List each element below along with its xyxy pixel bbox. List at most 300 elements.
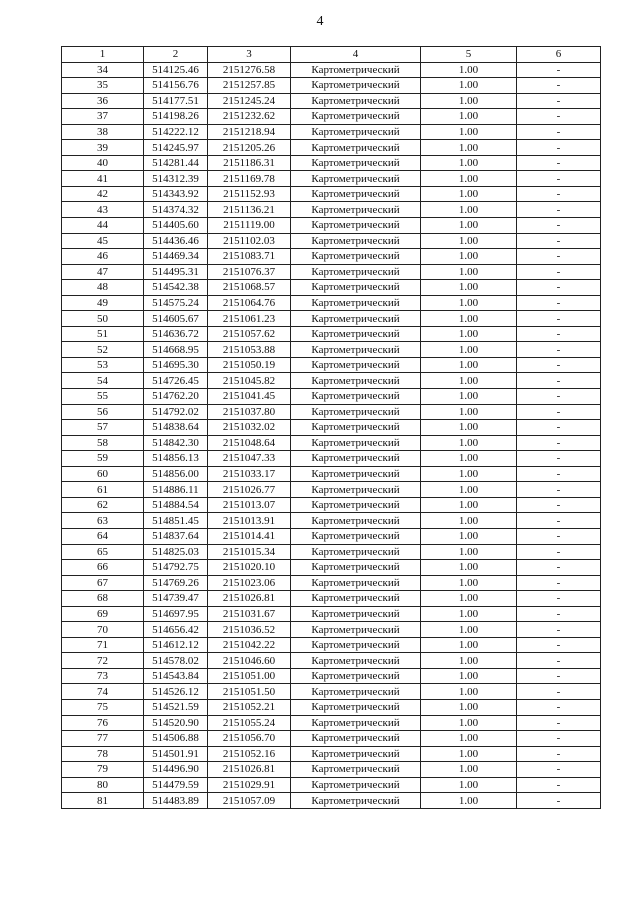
- table-row: [62, 155, 601, 171]
- accuracy-cell: 1.00: [421, 62, 517, 78]
- accuracy-cell: 1.00: [421, 155, 517, 171]
- method-cell: Картометрический: [291, 746, 421, 762]
- table-row: [62, 357, 601, 373]
- point-number-cell: 79: [62, 762, 144, 778]
- x-coordinate-cell: 514479.59: [144, 777, 208, 793]
- description-cell: -: [517, 373, 601, 389]
- method-cell: Картометрический: [291, 186, 421, 202]
- y-coordinate-cell: 2151036.52: [208, 622, 291, 638]
- point-number-cell: 81: [62, 793, 144, 809]
- method-cell: Картометрический: [291, 482, 421, 498]
- description-cell: -: [517, 715, 601, 731]
- accuracy-cell: 1.00: [421, 575, 517, 591]
- y-coordinate-cell: 2151119.00: [208, 218, 291, 234]
- description-cell: -: [517, 777, 601, 793]
- table-row: [62, 560, 601, 576]
- point-number-cell: 74: [62, 684, 144, 700]
- table-row: [62, 140, 601, 156]
- y-coordinate-cell: 2151152.93: [208, 186, 291, 202]
- accuracy-cell: 1.00: [421, 482, 517, 498]
- description-cell: -: [517, 762, 601, 778]
- accuracy-cell: 1.00: [421, 513, 517, 529]
- table-row: [62, 653, 601, 669]
- accuracy-cell: 1.00: [421, 311, 517, 327]
- y-coordinate-cell: 2151037.80: [208, 404, 291, 420]
- x-coordinate-cell: 514769.26: [144, 575, 208, 591]
- table-row: [62, 233, 601, 249]
- description-cell: -: [517, 466, 601, 482]
- x-coordinate-cell: 514343.92: [144, 186, 208, 202]
- point-number-cell: 72: [62, 653, 144, 669]
- column-header-6: 6: [517, 47, 601, 63]
- y-coordinate-cell: 2151047.33: [208, 451, 291, 467]
- accuracy-cell: 1.00: [421, 171, 517, 187]
- x-coordinate-cell: 514837.64: [144, 528, 208, 544]
- point-number-cell: 61: [62, 482, 144, 498]
- description-cell: -: [517, 78, 601, 94]
- y-coordinate-cell: 2151061.23: [208, 311, 291, 327]
- method-cell: Картометрический: [291, 357, 421, 373]
- x-coordinate-cell: 514496.90: [144, 762, 208, 778]
- x-coordinate-cell: 514125.46: [144, 62, 208, 78]
- point-number-cell: 63: [62, 513, 144, 529]
- accuracy-cell: 1.00: [421, 544, 517, 560]
- accuracy-cell: 1.00: [421, 653, 517, 669]
- table-row: [62, 420, 601, 436]
- method-cell: Картометрический: [291, 342, 421, 358]
- accuracy-cell: 1.00: [421, 451, 517, 467]
- x-coordinate-cell: 514543.84: [144, 668, 208, 684]
- x-coordinate-cell: 514697.95: [144, 606, 208, 622]
- y-coordinate-cell: 2151026.81: [208, 591, 291, 607]
- point-number-cell: 35: [62, 78, 144, 94]
- x-coordinate-cell: 514156.76: [144, 78, 208, 94]
- description-cell: -: [517, 249, 601, 265]
- y-coordinate-cell: 2151205.26: [208, 140, 291, 156]
- accuracy-cell: 1.00: [421, 280, 517, 296]
- description-cell: -: [517, 420, 601, 436]
- y-coordinate-cell: 2151013.07: [208, 497, 291, 513]
- y-coordinate-cell: 2151026.77: [208, 482, 291, 498]
- table-row: [62, 109, 601, 125]
- x-coordinate-cell: 514405.60: [144, 218, 208, 234]
- y-coordinate-cell: 2151186.31: [208, 155, 291, 171]
- description-cell: -: [517, 389, 601, 405]
- table-row: [62, 575, 601, 591]
- description-cell: -: [517, 124, 601, 140]
- y-coordinate-cell: 2151276.58: [208, 62, 291, 78]
- point-number-cell: 69: [62, 606, 144, 622]
- description-cell: -: [517, 497, 601, 513]
- method-cell: Картометрический: [291, 280, 421, 296]
- x-coordinate-cell: 514312.39: [144, 171, 208, 187]
- x-coordinate-cell: 514762.20: [144, 389, 208, 405]
- x-coordinate-cell: 514605.67: [144, 311, 208, 327]
- method-cell: Картометрический: [291, 109, 421, 125]
- table-row: [62, 606, 601, 622]
- table-row: [62, 202, 601, 218]
- table-row: [62, 264, 601, 280]
- x-coordinate-cell: 514856.00: [144, 466, 208, 482]
- method-cell: Картометрический: [291, 544, 421, 560]
- accuracy-cell: 1.00: [421, 109, 517, 125]
- method-cell: Картометрический: [291, 311, 421, 327]
- table-row: [62, 389, 601, 405]
- point-number-cell: 66: [62, 560, 144, 576]
- accuracy-cell: 1.00: [421, 404, 517, 420]
- y-coordinate-cell: 2151169.78: [208, 171, 291, 187]
- x-coordinate-cell: 514842.30: [144, 435, 208, 451]
- y-coordinate-cell: 2151102.03: [208, 233, 291, 249]
- column-header-1: 1: [62, 47, 144, 63]
- x-coordinate-cell: 514851.45: [144, 513, 208, 529]
- method-cell: Картометрический: [291, 93, 421, 109]
- y-coordinate-cell: 2151050.19: [208, 357, 291, 373]
- method-cell: Картометрический: [291, 124, 421, 140]
- description-cell: -: [517, 264, 601, 280]
- column-header-5: 5: [421, 47, 517, 63]
- x-coordinate-cell: 514886.11: [144, 482, 208, 498]
- y-coordinate-cell: 2151020.10: [208, 560, 291, 576]
- point-number-cell: 43: [62, 202, 144, 218]
- table-row: [62, 668, 601, 684]
- description-cell: -: [517, 202, 601, 218]
- point-number-cell: 51: [62, 326, 144, 342]
- method-cell: Картометрический: [291, 731, 421, 747]
- method-cell: Картометрический: [291, 762, 421, 778]
- accuracy-cell: 1.00: [421, 606, 517, 622]
- y-coordinate-cell: 2151257.85: [208, 78, 291, 94]
- description-cell: -: [517, 93, 601, 109]
- point-number-cell: 55: [62, 389, 144, 405]
- method-cell: Картометрический: [291, 218, 421, 234]
- point-number-cell: 80: [62, 777, 144, 793]
- y-coordinate-cell: 2151041.45: [208, 389, 291, 405]
- y-coordinate-cell: 2151057.62: [208, 326, 291, 342]
- description-cell: -: [517, 311, 601, 327]
- y-coordinate-cell: 2151026.81: [208, 762, 291, 778]
- table-row: [62, 715, 601, 731]
- table-row: [62, 793, 601, 809]
- table-row: [62, 124, 601, 140]
- y-coordinate-cell: 2151245.24: [208, 93, 291, 109]
- table-row: [62, 280, 601, 296]
- x-coordinate-cell: 514825.03: [144, 544, 208, 560]
- x-coordinate-cell: 514856.13: [144, 451, 208, 467]
- accuracy-cell: 1.00: [421, 699, 517, 715]
- table-row: [62, 435, 601, 451]
- description-cell: -: [517, 575, 601, 591]
- y-coordinate-cell: 2151032.02: [208, 420, 291, 436]
- y-coordinate-cell: 2151055.24: [208, 715, 291, 731]
- table-row: [62, 186, 601, 202]
- point-number-cell: 64: [62, 528, 144, 544]
- point-number-cell: 65: [62, 544, 144, 560]
- point-number-cell: 40: [62, 155, 144, 171]
- point-number-cell: 57: [62, 420, 144, 436]
- y-coordinate-cell: 2151013.91: [208, 513, 291, 529]
- description-cell: -: [517, 622, 601, 638]
- method-cell: Картометрический: [291, 78, 421, 94]
- description-cell: -: [517, 482, 601, 498]
- point-number-cell: 75: [62, 699, 144, 715]
- x-coordinate-cell: 514222.12: [144, 124, 208, 140]
- table-row: [62, 218, 601, 234]
- point-number-cell: 73: [62, 668, 144, 684]
- y-coordinate-cell: 2151068.57: [208, 280, 291, 296]
- method-cell: Картометрический: [291, 295, 421, 311]
- coordinates-table: [61, 46, 601, 809]
- table-row: [62, 684, 601, 700]
- accuracy-cell: 1.00: [421, 124, 517, 140]
- point-number-cell: 45: [62, 233, 144, 249]
- table-row: [62, 762, 601, 778]
- table-row: [62, 497, 601, 513]
- point-number-cell: 46: [62, 249, 144, 265]
- description-cell: -: [517, 528, 601, 544]
- x-coordinate-cell: 514884.54: [144, 497, 208, 513]
- description-cell: -: [517, 326, 601, 342]
- point-number-cell: 59: [62, 451, 144, 467]
- method-cell: Картометрический: [291, 560, 421, 576]
- method-cell: Картометрический: [291, 264, 421, 280]
- method-cell: Картометрический: [291, 233, 421, 249]
- accuracy-cell: 1.00: [421, 186, 517, 202]
- y-coordinate-cell: 2151042.22: [208, 637, 291, 653]
- x-coordinate-cell: 514177.51: [144, 93, 208, 109]
- description-cell: -: [517, 746, 601, 762]
- point-number-cell: 68: [62, 591, 144, 607]
- description-cell: -: [517, 544, 601, 560]
- y-coordinate-cell: 2151052.21: [208, 699, 291, 715]
- point-number-cell: 56: [62, 404, 144, 420]
- accuracy-cell: 1.00: [421, 731, 517, 747]
- point-number-cell: 47: [62, 264, 144, 280]
- y-coordinate-cell: 2151232.62: [208, 109, 291, 125]
- x-coordinate-cell: 514575.24: [144, 295, 208, 311]
- table-row: [62, 482, 601, 498]
- method-cell: Картометрический: [291, 326, 421, 342]
- description-cell: -: [517, 451, 601, 467]
- y-coordinate-cell: 2151033.17: [208, 466, 291, 482]
- method-cell: Картометрический: [291, 155, 421, 171]
- table-row: [62, 78, 601, 94]
- accuracy-cell: 1.00: [421, 637, 517, 653]
- accuracy-cell: 1.00: [421, 326, 517, 342]
- table-header-row: [62, 47, 601, 63]
- method-cell: Картометрический: [291, 466, 421, 482]
- y-coordinate-cell: 2151031.67: [208, 606, 291, 622]
- description-cell: -: [517, 62, 601, 78]
- point-number-cell: 41: [62, 171, 144, 187]
- table-row: [62, 404, 601, 420]
- y-coordinate-cell: 2151083.71: [208, 249, 291, 265]
- method-cell: Картометрический: [291, 699, 421, 715]
- description-cell: -: [517, 295, 601, 311]
- method-cell: Картометрический: [291, 528, 421, 544]
- method-cell: Картометрический: [291, 62, 421, 78]
- accuracy-cell: 1.00: [421, 218, 517, 234]
- accuracy-cell: 1.00: [421, 233, 517, 249]
- point-number-cell: 49: [62, 295, 144, 311]
- point-number-cell: 71: [62, 637, 144, 653]
- y-coordinate-cell: 2151023.06: [208, 575, 291, 591]
- point-number-cell: 44: [62, 218, 144, 234]
- method-cell: Картометрический: [291, 497, 421, 513]
- description-cell: -: [517, 357, 601, 373]
- table-row: [62, 93, 601, 109]
- y-coordinate-cell: 2151045.82: [208, 373, 291, 389]
- description-cell: -: [517, 140, 601, 156]
- description-cell: -: [517, 668, 601, 684]
- x-coordinate-cell: 514469.34: [144, 249, 208, 265]
- description-cell: -: [517, 591, 601, 607]
- method-cell: Картометрический: [291, 793, 421, 809]
- table-row: [62, 637, 601, 653]
- y-coordinate-cell: 2151056.70: [208, 731, 291, 747]
- x-coordinate-cell: 514695.30: [144, 357, 208, 373]
- y-coordinate-cell: 2151015.34: [208, 544, 291, 560]
- point-number-cell: 37: [62, 109, 144, 125]
- accuracy-cell: 1.00: [421, 746, 517, 762]
- point-number-cell: 52: [62, 342, 144, 358]
- method-cell: Картометрический: [291, 715, 421, 731]
- x-coordinate-cell: 514792.75: [144, 560, 208, 576]
- x-coordinate-cell: 514542.38: [144, 280, 208, 296]
- description-cell: -: [517, 684, 601, 700]
- method-cell: Картометрический: [291, 606, 421, 622]
- method-cell: Картометрический: [291, 668, 421, 684]
- y-coordinate-cell: 2151048.64: [208, 435, 291, 451]
- x-coordinate-cell: 514656.42: [144, 622, 208, 638]
- description-cell: -: [517, 404, 601, 420]
- method-cell: Картометрический: [291, 202, 421, 218]
- table-row: [62, 62, 601, 78]
- accuracy-cell: 1.00: [421, 591, 517, 607]
- point-number-cell: 54: [62, 373, 144, 389]
- x-coordinate-cell: 514739.47: [144, 591, 208, 607]
- x-coordinate-cell: 514374.32: [144, 202, 208, 218]
- y-coordinate-cell: 2151064.76: [208, 295, 291, 311]
- method-cell: Картометрический: [291, 777, 421, 793]
- y-coordinate-cell: 2151051.00: [208, 668, 291, 684]
- accuracy-cell: 1.00: [421, 793, 517, 809]
- method-cell: Картометрический: [291, 171, 421, 187]
- x-coordinate-cell: 514245.97: [144, 140, 208, 156]
- method-cell: Картометрический: [291, 389, 421, 405]
- table-row: [62, 373, 601, 389]
- y-coordinate-cell: 2151053.88: [208, 342, 291, 358]
- method-cell: Картометрический: [291, 435, 421, 451]
- description-cell: -: [517, 155, 601, 171]
- accuracy-cell: 1.00: [421, 762, 517, 778]
- accuracy-cell: 1.00: [421, 668, 517, 684]
- y-coordinate-cell: 2151076.37: [208, 264, 291, 280]
- y-coordinate-cell: 2151052.16: [208, 746, 291, 762]
- point-number-cell: 58: [62, 435, 144, 451]
- accuracy-cell: 1.00: [421, 528, 517, 544]
- method-cell: Картометрический: [291, 513, 421, 529]
- column-header-4: 4: [291, 47, 421, 63]
- column-header-3: 3: [208, 47, 291, 63]
- table-row: [62, 544, 601, 560]
- method-cell: Картометрический: [291, 404, 421, 420]
- accuracy-cell: 1.00: [421, 420, 517, 436]
- accuracy-cell: 1.00: [421, 357, 517, 373]
- method-cell: Картометрический: [291, 684, 421, 700]
- point-number-cell: 34: [62, 62, 144, 78]
- point-number-cell: 70: [62, 622, 144, 638]
- y-coordinate-cell: 2151029.91: [208, 777, 291, 793]
- x-coordinate-cell: 514198.26: [144, 109, 208, 125]
- description-cell: -: [517, 731, 601, 747]
- description-cell: -: [517, 186, 601, 202]
- table-row: [62, 777, 601, 793]
- x-coordinate-cell: 514668.95: [144, 342, 208, 358]
- accuracy-cell: 1.00: [421, 777, 517, 793]
- x-coordinate-cell: 514792.02: [144, 404, 208, 420]
- x-coordinate-cell: 514526.12: [144, 684, 208, 700]
- table-row: [62, 171, 601, 187]
- x-coordinate-cell: 514726.45: [144, 373, 208, 389]
- y-coordinate-cell: 2151014.41: [208, 528, 291, 544]
- y-coordinate-cell: 2151046.60: [208, 653, 291, 669]
- point-number-cell: 78: [62, 746, 144, 762]
- table-row: [62, 466, 601, 482]
- x-coordinate-cell: 514578.02: [144, 653, 208, 669]
- x-coordinate-cell: 514520.90: [144, 715, 208, 731]
- x-coordinate-cell: 514521.59: [144, 699, 208, 715]
- accuracy-cell: 1.00: [421, 466, 517, 482]
- accuracy-cell: 1.00: [421, 342, 517, 358]
- method-cell: Картометрический: [291, 591, 421, 607]
- description-cell: -: [517, 653, 601, 669]
- description-cell: -: [517, 109, 601, 125]
- x-coordinate-cell: 514612.12: [144, 637, 208, 653]
- accuracy-cell: 1.00: [421, 295, 517, 311]
- point-number-cell: 53: [62, 357, 144, 373]
- table-body: [62, 62, 601, 808]
- method-cell: Картометрический: [291, 451, 421, 467]
- description-cell: -: [517, 218, 601, 234]
- method-cell: Картометрический: [291, 420, 421, 436]
- description-cell: -: [517, 513, 601, 529]
- point-number-cell: 36: [62, 93, 144, 109]
- x-coordinate-cell: 514838.64: [144, 420, 208, 436]
- description-cell: -: [517, 233, 601, 249]
- accuracy-cell: 1.00: [421, 373, 517, 389]
- point-number-cell: 38: [62, 124, 144, 140]
- accuracy-cell: 1.00: [421, 622, 517, 638]
- accuracy-cell: 1.00: [421, 715, 517, 731]
- point-number-cell: 39: [62, 140, 144, 156]
- point-number-cell: 60: [62, 466, 144, 482]
- accuracy-cell: 1.00: [421, 264, 517, 280]
- table-row: [62, 342, 601, 358]
- page-number: 4: [316, 14, 324, 29]
- y-coordinate-cell: 2151057.09: [208, 793, 291, 809]
- description-cell: -: [517, 637, 601, 653]
- description-cell: -: [517, 342, 601, 358]
- table-row: [62, 513, 601, 529]
- description-cell: -: [517, 171, 601, 187]
- x-coordinate-cell: 514483.89: [144, 793, 208, 809]
- accuracy-cell: 1.00: [421, 684, 517, 700]
- point-number-cell: 50: [62, 311, 144, 327]
- y-coordinate-cell: 2151218.94: [208, 124, 291, 140]
- x-coordinate-cell: 514495.31: [144, 264, 208, 280]
- table-header: [62, 47, 601, 63]
